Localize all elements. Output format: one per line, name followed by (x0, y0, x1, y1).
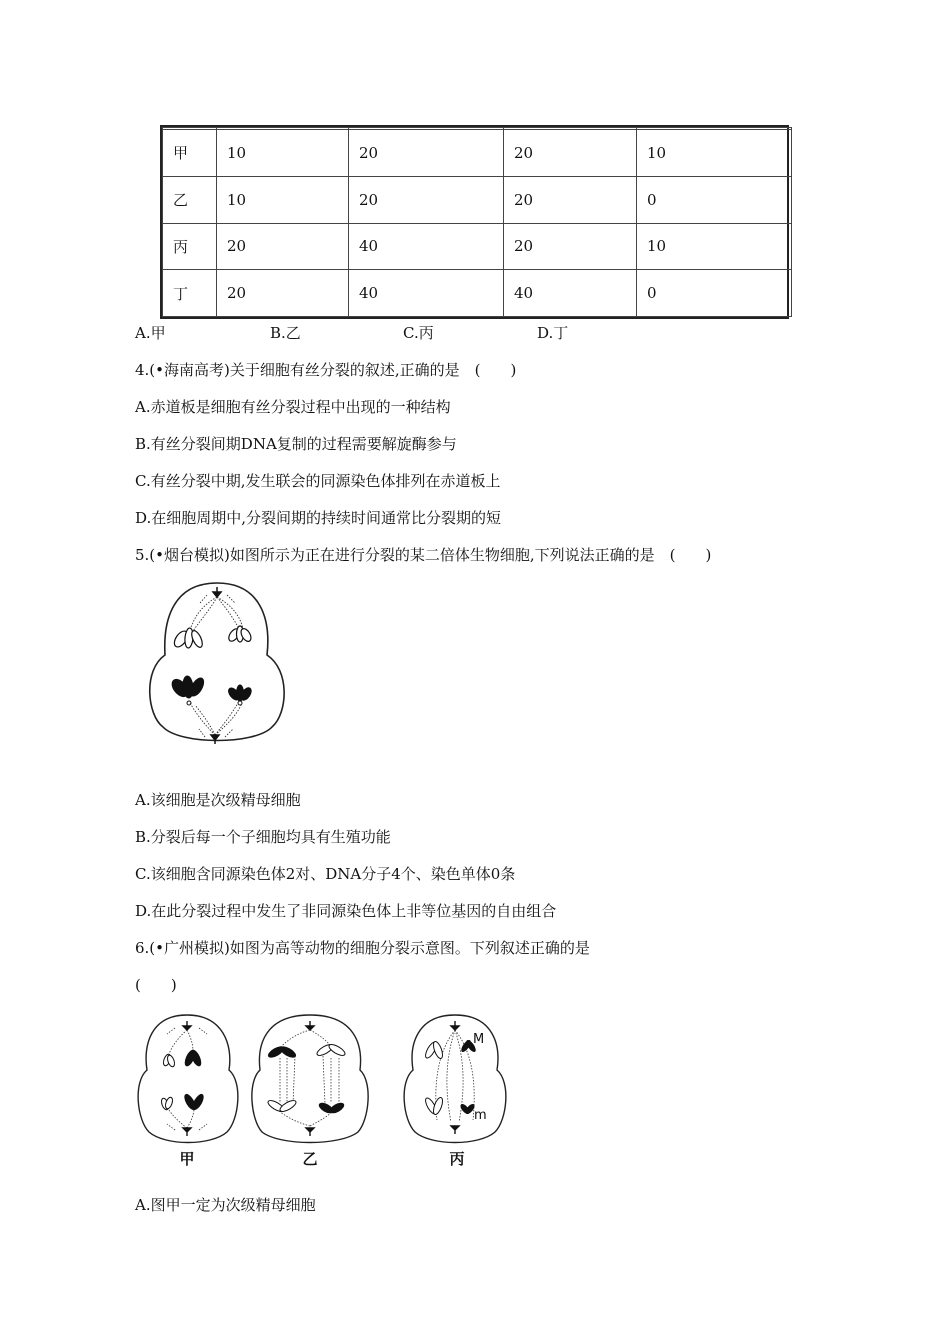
table-cell: 丙 (163, 223, 217, 270)
q4-stem: 4.(•海南高考)关于细胞有丝分裂的叙述,正确的是 ( ) (135, 361, 517, 379)
q4-option-a: A.赤道板是细胞有丝分裂过程中出现的一种结构 (135, 398, 451, 416)
q6-paren: ( ) (135, 976, 177, 994)
table-row (163, 176, 792, 223)
figure-label-jia: 甲 (179, 1150, 195, 1168)
table-cell: 20 (349, 176, 504, 223)
cell-bing (404, 1015, 506, 1143)
q5-option-c: C.该细胞含同源染色体2对、DNA分子4个、染色单体0条 (135, 865, 516, 883)
q5-cell-division-figure (145, 575, 290, 750)
q3-option-b: B.乙 (270, 324, 301, 342)
table-cell: 甲 (163, 130, 217, 177)
table-cell: 20 (217, 270, 349, 317)
figure-label-bing: 丙 (449, 1150, 465, 1168)
q5-option-b: B.分裂后每一个子细胞均具有生殖功能 (135, 828, 391, 846)
table-cell: 40 (504, 270, 637, 317)
table-row (163, 130, 792, 177)
table-cell: 丁 (163, 270, 217, 317)
table-cell: 0 (637, 176, 792, 223)
q3-option-a: A.甲 (135, 324, 166, 342)
q3-option-c: C.丙 (403, 324, 434, 342)
table-cell: 10 (217, 176, 349, 223)
table-cell: 20 (504, 223, 637, 270)
table-cell: 20 (349, 130, 504, 177)
gene-label-m: m (474, 1108, 487, 1123)
table-row (163, 223, 792, 270)
q4-option-b: B.有丝分裂间期DNA复制的过程需要解旋酶参与 (135, 435, 457, 453)
table-cell: 乙 (163, 176, 217, 223)
table-cell: 0 (637, 270, 792, 317)
q6-option-a: A.图甲一定为次级精母细胞 (135, 1196, 316, 1214)
table-row (163, 270, 792, 317)
gene-label-M: M (473, 1032, 485, 1047)
table-cell: 40 (349, 223, 504, 270)
cell-yi (252, 1015, 368, 1143)
q4-option-d: D.在细胞周期中,分裂间期的持续时间通常比分裂期的短 (135, 509, 502, 527)
table-cell: 10 (217, 130, 349, 177)
q5-stem: 5.(•烟台模拟)如图所示为正在进行分裂的某二倍体生物细胞,下列说法正确的是 ( ) (135, 546, 712, 564)
figure-label-yi: 乙 (302, 1150, 318, 1168)
table-cell: 20 (217, 223, 349, 270)
table-cell: 20 (504, 176, 637, 223)
table-cell: 40 (349, 270, 504, 317)
table-cell: 10 (637, 223, 792, 270)
q4-option-c: C.有丝分裂中期,发生联会的同源染色体排列在赤道板上 (135, 472, 501, 490)
data-table (160, 125, 789, 319)
q6-cell-division-figures (135, 1010, 515, 1175)
q6-stem: 6.(•广州模拟)如图为高等动物的细胞分裂示意图。下列叙述正确的是 (135, 939, 590, 957)
table-cell: 20 (504, 130, 637, 177)
cell-jia (138, 1015, 238, 1143)
q5-option-d: D.在此分裂过程中发生了非同源染色体上非等位基因的自由组合 (135, 902, 557, 920)
q3-option-d: D.丁 (537, 324, 569, 342)
table-cell: 10 (637, 130, 792, 177)
q5-option-a: A.该细胞是次级精母细胞 (135, 791, 301, 809)
